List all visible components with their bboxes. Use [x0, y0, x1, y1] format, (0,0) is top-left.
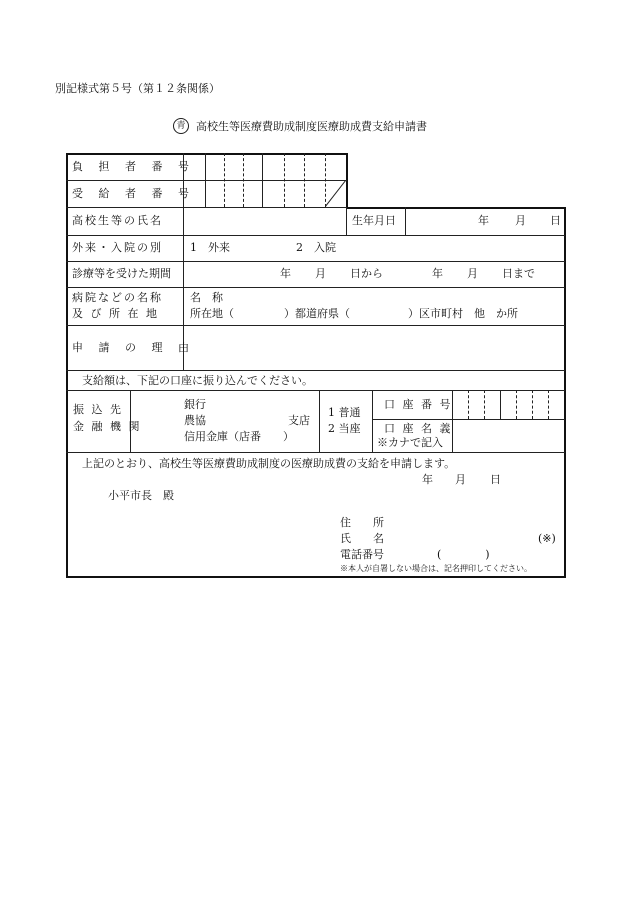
- phone-label: 電話番号: [340, 548, 384, 561]
- period-end-month: 月: [467, 267, 478, 280]
- recipient-number-label: 受 給 者 番 号: [72, 187, 195, 200]
- declaration-month: 月: [455, 473, 466, 486]
- visit-type-outpatient[interactable]: 1 外来: [190, 241, 230, 254]
- bank-label-line2: 金 融 機 関: [73, 420, 142, 433]
- bank-notice: 支給額は、下記の口座に振り込んでください。: [82, 374, 313, 387]
- period-start-day: 日から: [350, 267, 383, 280]
- declaration-year: 年: [422, 473, 433, 486]
- form-title: 高校生等医療費助成制度医療助成費支給申請書: [196, 120, 427, 133]
- declaration-text: 上記のとおり、高校生等医療費助成制度の医療助成費の支給を申請します。: [82, 457, 456, 470]
- account-type-ordinary[interactable]: 1 普通: [328, 406, 361, 419]
- reason-label: 申 請 の 理 由: [72, 341, 195, 354]
- hospital-label-line1: 病院などの名称: [72, 291, 163, 304]
- birthdate-month: 月: [515, 214, 526, 227]
- hospital-address-part3: ）区市町村 他 か所: [408, 307, 518, 320]
- diagonal-slash: [325, 180, 347, 207]
- period-end-day: 日まで: [502, 267, 535, 280]
- phone-parens: ( ): [437, 548, 490, 561]
- seal-mark: 青: [173, 118, 189, 134]
- hospital-label-line2: 及 び 所 在 地: [72, 307, 159, 320]
- bank-type-bank: 銀行: [184, 398, 206, 411]
- declaration-day: 日: [490, 473, 501, 486]
- visit-type-label: 外来・入院の別: [72, 241, 163, 254]
- birthdate-day: 日: [550, 214, 561, 227]
- payer-number-label: 負 担 者 番 号: [72, 160, 195, 173]
- birthdate-label: 生年月日: [352, 214, 396, 227]
- student-name-label: 高校生等の氏名: [72, 214, 163, 227]
- branch-label: 支店: [288, 414, 310, 427]
- period-start-year: 年: [280, 267, 291, 280]
- applicant-name-label: 氏 名: [340, 532, 384, 545]
- account-type-checking[interactable]: 2 当座: [328, 422, 361, 435]
- visit-type-inpatient[interactable]: 2 入院: [296, 241, 336, 254]
- name-mark: (※): [538, 532, 556, 545]
- bank-label-line1: 振 込 先: [73, 403, 123, 416]
- footnote: ※本人が自署しない場合は、記名押印してください。: [340, 564, 532, 573]
- period-end-year: 年: [432, 267, 443, 280]
- form-number: 別記様式第５号（第１２条関係）: [55, 82, 220, 95]
- bank-type-credit: 信用金庫（店番 ）: [184, 430, 294, 443]
- bank-type-agri: 農協: [184, 414, 206, 427]
- addressee: 小平市長 殿: [108, 489, 174, 502]
- birthdate-year: 年: [478, 214, 489, 227]
- period-start-month: 月: [315, 267, 326, 280]
- account-holder-label: 口 座 名 義: [384, 422, 453, 435]
- period-label: 診療等を受けた期間: [72, 267, 171, 280]
- account-number-label: 口 座 番 号: [384, 398, 453, 411]
- account-holder-note: ※カナで記入: [377, 436, 443, 449]
- hospital-address-part1: 所在地（: [190, 307, 234, 320]
- hospital-name-label: 名 称: [190, 291, 223, 304]
- hospital-address-part2: ）都道府県（: [284, 307, 350, 320]
- address-label: 住 所: [340, 516, 384, 529]
